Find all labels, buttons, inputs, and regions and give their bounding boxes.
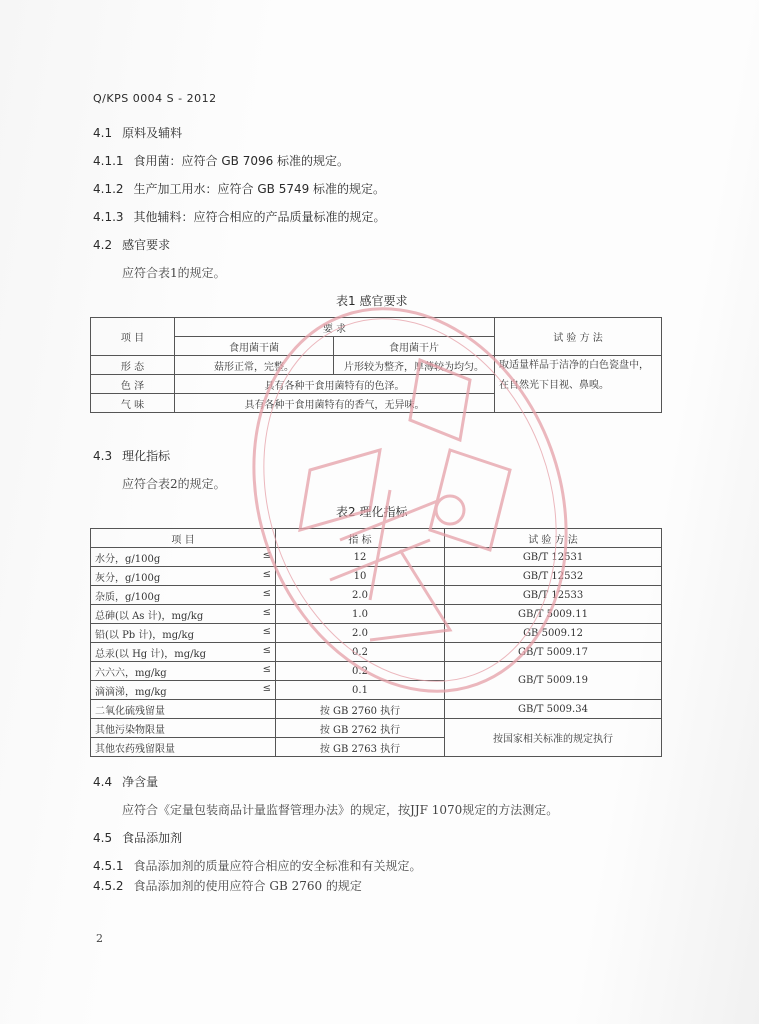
table1-method: 取适量样品于洁净的白色瓷盘中，在自然光下目视、鼻嗅。 — [495, 356, 662, 413]
section-title: 原料及辅料 — [122, 126, 183, 140]
section-number: 4.1 — [93, 126, 113, 140]
table-row — [91, 548, 662, 567]
section-title: 感官要求 — [122, 238, 171, 252]
section-title: 食品添加剂 — [122, 831, 183, 845]
table2-item — [91, 643, 276, 662]
sensory-table — [90, 317, 662, 413]
table1-item: 气 味 — [91, 394, 175, 413]
table2-value: 按 GB 2762 执行 — [276, 719, 445, 738]
item-label: 杂质，g/100g — [95, 591, 161, 603]
section-number: 4.1.1 — [93, 154, 124, 168]
table2-value: 2.0 — [276, 586, 445, 605]
section-number: 4.2 — [93, 238, 113, 252]
table2-value: 按 GB 2763 执行 — [276, 738, 445, 757]
table2-item — [91, 624, 276, 643]
le-sign: ≤ — [262, 625, 271, 637]
section-4-3 — [93, 447, 170, 464]
le-sign: ≤ — [262, 587, 271, 599]
table2-header-index: 指 标 — [276, 529, 445, 548]
item-label: 灰分，g/100g — [95, 572, 161, 584]
section-4-4 — [93, 773, 158, 790]
table2-value: 0.2 — [276, 643, 445, 662]
table-row — [91, 605, 662, 624]
table1-caption: 表1 感官要求 — [336, 294, 408, 308]
table2-value: 12 — [276, 548, 445, 567]
table-row — [91, 567, 662, 586]
item-label: 六六六，mg/kg — [95, 667, 167, 679]
item-label: 总砷(以 As 计)，mg/kg — [95, 610, 204, 622]
item-label: 滴滴涕，mg/kg — [95, 686, 167, 698]
table1-header-dried-slices: 食用菌干片 — [334, 337, 495, 356]
page-number: 2 — [96, 932, 103, 945]
section-text: 生产加工用水：应符合 GB 5749 标准的规定。 — [133, 182, 386, 196]
table2-item — [91, 586, 276, 605]
section-4-2-text: 应符合表1的规定。 — [122, 266, 226, 280]
section-title: 理化指标 — [122, 449, 171, 463]
section-4-1 — [93, 124, 182, 141]
table-row — [91, 356, 662, 375]
table1-header-method: 试 验 方 法 — [495, 318, 662, 356]
section-4-2 — [93, 236, 170, 253]
table2-item — [91, 681, 276, 700]
section-number: 4.5 — [93, 831, 113, 845]
section-number: 4.5.2 — [93, 879, 124, 893]
le-sign: ≤ — [262, 663, 271, 675]
table2-method: GB 5009.12 — [445, 624, 662, 643]
table1-header-dried-mushroom: 食用菌干菌 — [175, 337, 334, 356]
section-4-5-2 — [93, 877, 362, 894]
table-row — [91, 662, 662, 681]
table1-item: 色 泽 — [91, 375, 175, 394]
table2-method: GB/T 12531 — [445, 548, 662, 567]
le-sign: ≤ — [262, 568, 271, 580]
table1-req-b: 片形较为整齐，厚薄较为均匀。 — [334, 356, 495, 375]
table2-method: GB/T 5009.19 — [445, 662, 662, 700]
le-sign: ≤ — [262, 549, 271, 561]
section-4-1-1 — [93, 152, 349, 169]
section-text: 食用菌：应符合 GB 7096 标准的规定。 — [133, 154, 350, 168]
standard-code: Q/KPS 0004 S - 2012 — [93, 92, 217, 105]
table-row — [91, 624, 662, 643]
section-text: 食品添加剂的质量应符合相应的安全标准和有关规定。 — [133, 859, 422, 873]
section-text: 其他辅料：应符合相应的产品质量标准的规定。 — [133, 210, 386, 224]
table1-item: 形 态 — [91, 356, 175, 375]
le-sign: ≤ — [262, 606, 271, 618]
table2-value: 0.2 — [276, 662, 445, 681]
section-text: 食品添加剂的使用应符合 GB 2760 的规定 — [133, 879, 362, 893]
table1-header-requirements: 要 求 — [175, 318, 495, 337]
table1-req: 具有各种干食用菌特有的色泽。 — [175, 375, 495, 394]
section-4-4-text: 应符合《定量包装商品计量监督管理办法》的规定，按JJF 1070规定的方法测定。 — [122, 803, 559, 817]
table2-value: 2.0 — [276, 624, 445, 643]
table2-method: GB/T 12533 — [445, 586, 662, 605]
table2-header-item: 项 目 — [91, 529, 276, 548]
table-row — [91, 719, 662, 738]
section-number: 4.3 — [93, 449, 113, 463]
item-label: 铅(以 Pb 计)，mg/kg — [95, 629, 195, 641]
table1-header-item: 项 目 — [91, 318, 175, 356]
table2-item — [91, 662, 276, 681]
item-label: 水分，g/100g — [95, 553, 161, 565]
section-title: 净含量 — [122, 775, 159, 789]
table2-method: GB/T 5009.11 — [445, 605, 662, 624]
table2-item — [91, 605, 276, 624]
table2-header-method: 试 验 方 法 — [445, 529, 662, 548]
le-sign: ≤ — [262, 644, 271, 656]
section-4-5-1 — [93, 857, 422, 874]
item-label: 总汞(以 Hg 计)，mg/kg — [95, 648, 206, 660]
section-4-1-2 — [93, 180, 385, 197]
section-number: 4.5.1 — [93, 859, 124, 873]
table1-req-a: 菇形正常，完整。 — [175, 356, 334, 375]
table2-caption: 表2 理化指标 — [336, 505, 408, 519]
section-number: 4.4 — [93, 775, 113, 789]
table2-item: 其他污染物限量 — [91, 719, 276, 738]
table2-item: 其他农药残留限量 — [91, 738, 276, 757]
table-row — [91, 586, 662, 605]
table2-value: 按 GB 2760 执行 — [276, 700, 445, 719]
table2-item — [91, 548, 276, 567]
table-row — [91, 643, 662, 662]
table2-method: 按国家相关标准的规定执行 — [445, 719, 662, 757]
section-number: 4.1.3 — [93, 210, 124, 224]
physicochemical-table — [90, 528, 662, 757]
table2-value: 1.0 — [276, 605, 445, 624]
section-4-1-3 — [93, 208, 386, 225]
table2-item — [91, 567, 276, 586]
table1-req: 具有各种干食用菌特有的香气，无异味。 — [175, 394, 495, 413]
table-row — [91, 700, 662, 719]
section-4-5 — [93, 829, 182, 846]
section-number: 4.1.2 — [93, 182, 124, 196]
table2-method: GB/T 12532 — [445, 567, 662, 586]
table2-item: 二氧化硫残留量 — [91, 700, 276, 719]
section-4-3-text: 应符合表2的规定。 — [122, 477, 226, 491]
table2-value: 10 — [276, 567, 445, 586]
table2-method: GB/T 5009.17 — [445, 643, 662, 662]
table2-value: 0.1 — [276, 681, 445, 700]
table2-method: GB/T 5009.34 — [445, 700, 662, 719]
le-sign: ≤ — [262, 682, 271, 694]
